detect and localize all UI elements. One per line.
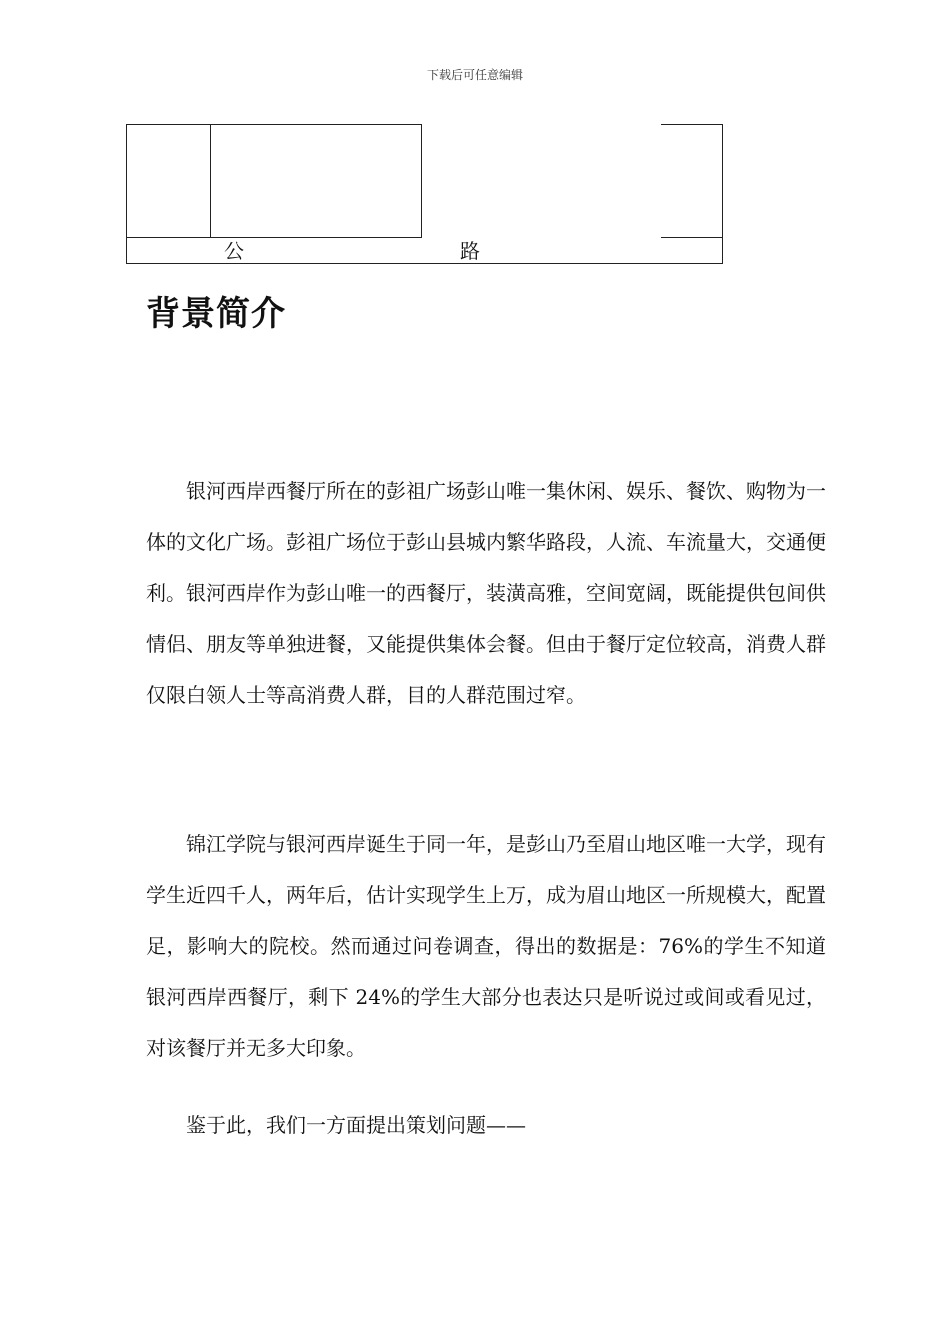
section-title: 背景简介	[146, 294, 286, 334]
map-left-block-left-edge	[126, 124, 127, 264]
road-label-right: 路	[460, 239, 480, 263]
map-right-block-right-edge	[722, 124, 723, 264]
map-right-block-top-edge	[661, 124, 723, 125]
paragraph-survey: 锦江学院与银河西岸诞生于同一年，是彭山乃至眉山地区唯一大学，现有学生近四千人，两年后，估计实现学生上万，成为眉山地区一所规模大，配置足，影响大的院校。然而通过问卷调查，得出的数据是：76%的学生不知道银河西岸西餐厅，剩下 24%的学生大部分也表达只是听说过或间或看见过，对该餐厅并无多大印象。	[146, 832, 826, 1060]
paragraph-background: 银河西岸西餐厅所在的彭祖广场彭山唯一集休闲、娱乐、餐饮、购物为一体的文化广场。彭祖广场位于彭山县城内繁华路段，人流、车流量大，交通便利。银河西岸作为彭山唯一的西餐厅，装潢高雅，空间宽阔，既能提供包间供情侣、朋友等单独进餐，又能提供集体会餐。但由于餐厅定位较高，消费人群仅限白领人士等高消费人群，目的人群范围过窄。	[146, 479, 826, 707]
map-road-bottom-edge	[126, 263, 723, 264]
map-left-block-divider	[210, 124, 211, 237]
road-label-left: 公	[224, 239, 244, 263]
paragraph-conclusion: 鉴于此，我们一方面提出策划问题——	[186, 1113, 526, 1137]
map-road-top-edge	[126, 237, 422, 238]
map-road-top-edge-right	[661, 237, 723, 238]
page-header: 下载后可任意编辑	[426, 68, 523, 82]
location-map-diagram	[0, 0, 950, 270]
map-left-block-right-edge	[421, 124, 422, 237]
map-left-block-top-edge	[126, 124, 422, 125]
